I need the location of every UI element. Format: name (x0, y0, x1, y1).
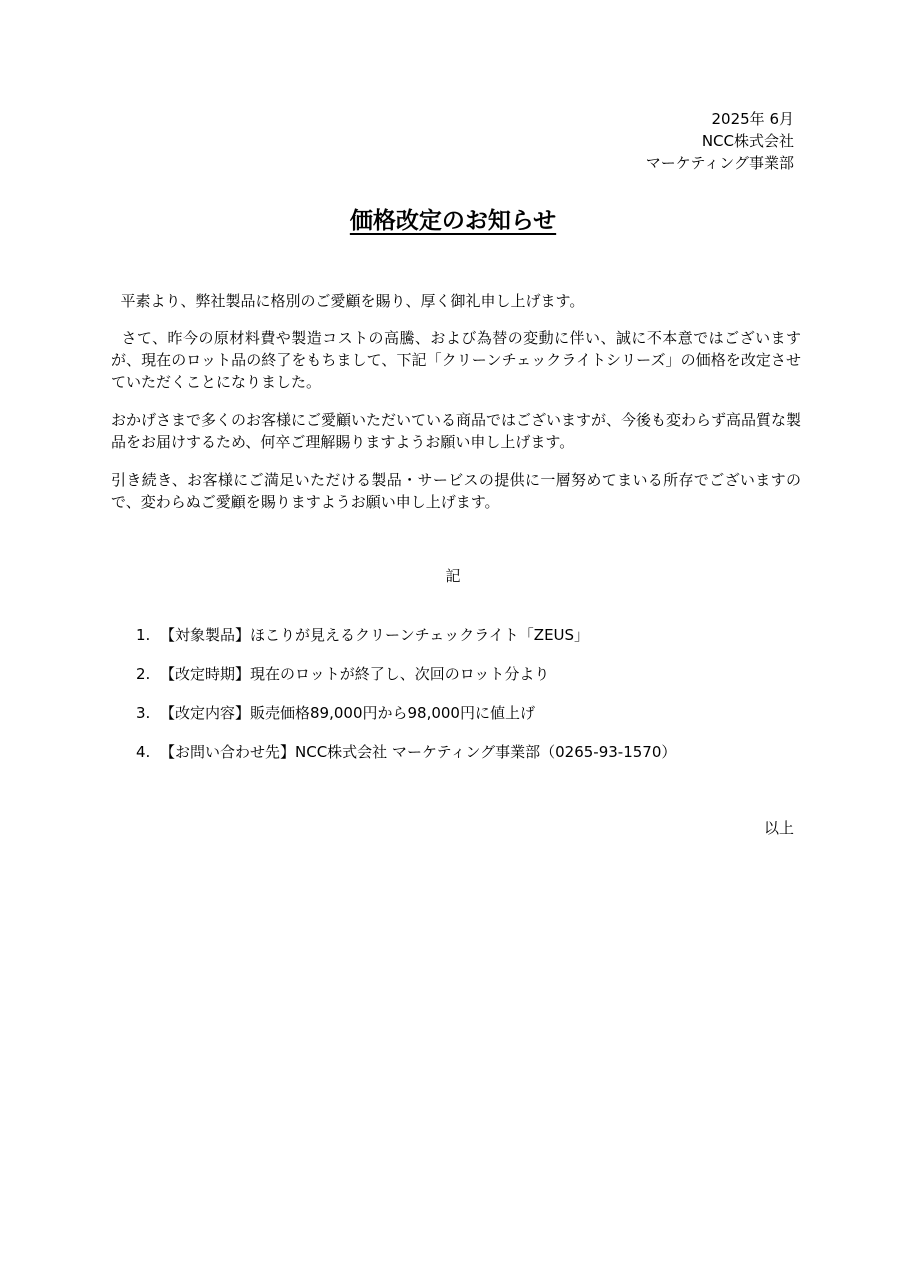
greeting-paragraph (111, 290, 801, 312)
sender-block (646, 108, 794, 174)
list-item-number: 3. (136, 704, 151, 722)
list-item-number: 4. (136, 743, 151, 761)
closing-mark: 以上 (763, 819, 794, 837)
document-title-wrapper (0, 204, 906, 238)
paragraph-2-text: さて、昨今の原材料費や製造コストの高騰、および為替の変動に伴い、誠に不本意ではございますが、現在のロット品の終了をもちまして、下記「クリーンチェックライトシリーズ」の価格を改定させていただくことになりました。 (111, 329, 801, 391)
paragraph-1-text: 平素より、弊社製品に格別のご愛顧を賜り、厚く御礼申し上げます。 (120, 292, 585, 310)
department-name: マーケティング事業部 (645, 154, 794, 172)
list-item-text: 【対象製品】ほこりが見えるクリーンチェックライト「ZEUS」 (160, 626, 590, 644)
list-item-number: 1. (136, 626, 151, 644)
paragraph-4-text: 引き続き、お客様にご満足いただける製品・サービスの提供に一層努めてまいる所存でございますので、変わらぬご愛顧を賜りますようお願い申し上げます。 (111, 471, 801, 511)
issue-date: 2025年 6月 (711, 110, 794, 128)
body-text (111, 290, 801, 529)
list-item (136, 624, 676, 646)
request-paragraph (111, 409, 801, 453)
company-name: NCC株式会社 (701, 132, 794, 150)
list-item (136, 663, 676, 685)
list-item-number: 2. (136, 665, 151, 683)
list-item (136, 702, 676, 724)
list-item-text: 【改定内容】販売価格89,000円から98,000円に値上げ (160, 704, 535, 722)
details-list (136, 624, 676, 780)
paragraph-3-text: おかげさまで多くのお客様にご愛顧いただいている商品ではございますが、今後も変わらず高品質な製品をお届けするため、何卒ご理解賜りますようお願い申し上げます。 (111, 411, 802, 451)
ki-heading: 記 (445, 567, 461, 585)
list-item (136, 741, 676, 763)
list-item-text: 【お問い合わせ先】NCC株式会社 マーケティング事業部（0265-93-1570） (160, 743, 677, 761)
announcement-paragraph (111, 327, 801, 393)
document-title: 価格改定のお知らせ (349, 208, 557, 234)
closing-paragraph (111, 469, 801, 513)
list-item-text: 【改定時期】現在のロットが終了し、次回のロット分より (160, 665, 550, 683)
